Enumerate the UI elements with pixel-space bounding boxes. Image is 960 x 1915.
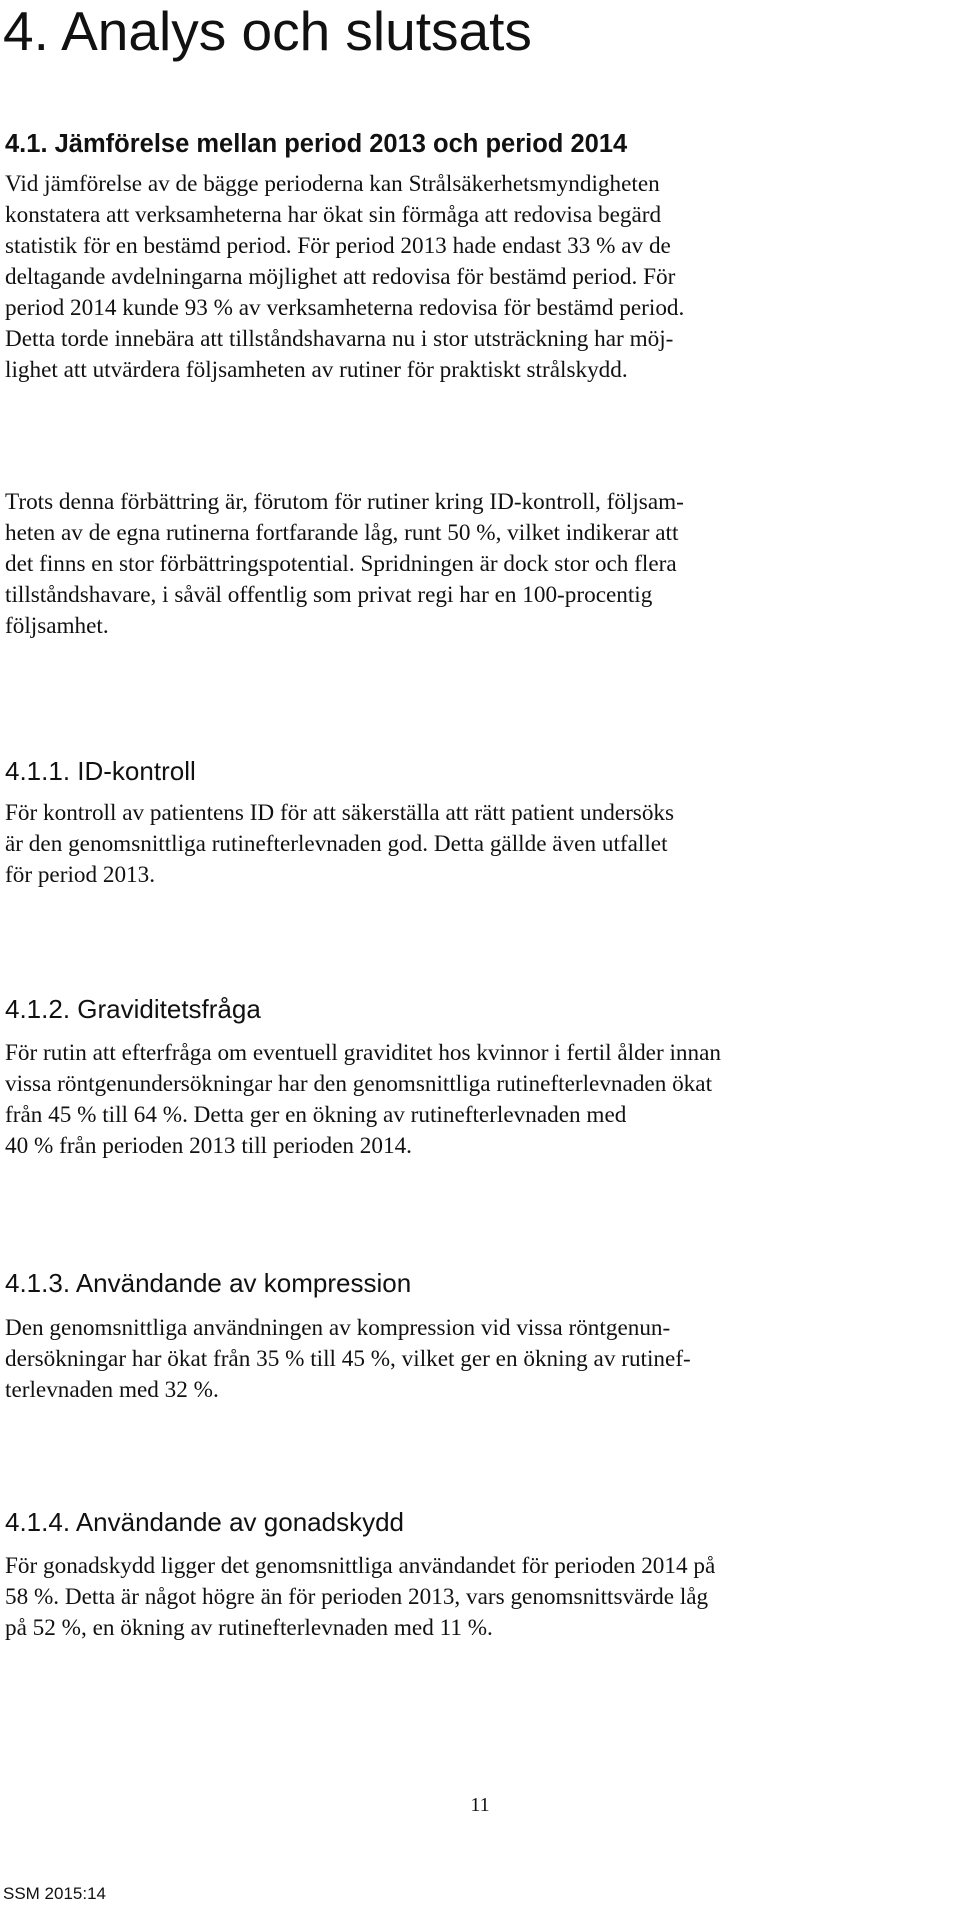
section-heading-4-1-1: 4.1.1. ID-kontroll (5, 756, 196, 786)
section-heading-4-1-4: 4.1.4. Användande av gonadskydd (5, 1507, 404, 1537)
text-line: För rutin att efterfråga om eventuell graviditet hos kvinnor i fertil ålder innan (5, 1040, 722, 1066)
text-line: dersökningar har ökat från 35 % till 45 %, vilket ger en ökning av rutinef- (5, 1346, 691, 1372)
chapter-title: 4. Analys och slutsats (3, 0, 532, 62)
text-line: För kontroll av patientens ID för att säkerställa att rätt patient undersöks (5, 800, 675, 826)
text-line: heten av de egna rutinerna fortfarande låg, runt 50 %, vilket indikerar att (5, 520, 679, 546)
text-line: det finns en stor förbättringspotential. Spridningen är dock stor och flera (5, 551, 677, 577)
text-line: Den genomsnittliga användningen av kompression vid vissa röntgenun- (5, 1315, 671, 1341)
text-line: följsamhet. (5, 613, 109, 639)
text-line: på 52 %, en ökning av rutinefterlevnaden med 11 %. (5, 1615, 493, 1641)
text-line: konstatera att verksamheterna har ökat sin förmåga att redovisa begärd (5, 202, 662, 228)
text-line: från 45 % till 64 %. Detta ger en ökning av rutinefterlevnaden med (5, 1102, 627, 1128)
text-line: Trots denna förbättring är, förutom för rutiner kring ID-kontroll, följsam- (5, 489, 684, 515)
section-heading-4-1-3: 4.1.3. Användande av kompression (5, 1268, 412, 1298)
text-line: period 2014 kunde 93 % av verksamheterna redovisa för bestämd period. (5, 295, 685, 321)
paragraph-4-1-4 (5, 1551, 715, 1644)
text-line: lighet att utvärdera följsamheten av rutiner för praktiskt strålskydd. (5, 357, 628, 383)
text-line: för period 2013. (5, 862, 156, 888)
paragraph-4-1-b (5, 487, 684, 642)
text-line: deltagande avdelningarna möjlighet att redovisa för bestämd period. För (5, 264, 676, 290)
paragraph-4-1-3 (5, 1313, 691, 1406)
paragraph-4-1-1 (5, 798, 674, 891)
section-heading-4-1-2: 4.1.2. Graviditetsfråga (5, 994, 261, 1024)
text-line: är den genomsnittliga rutinefterlevnaden god. Detta gällde även utfallet (5, 831, 668, 857)
paragraph-4-1-2 (5, 1038, 721, 1162)
footer-label: SSM 2015:14 (3, 1884, 107, 1903)
text-line: terlevnaden med 32 %. (5, 1377, 219, 1403)
text-line: För gonadskydd ligger det genomsnittliga användandet för perioden 2014 på (5, 1553, 716, 1579)
section-heading-4-1: 4.1. Jämförelse mellan period 2013 och period 2014 (5, 130, 628, 158)
paragraph-4-1-a (5, 169, 684, 386)
text-line: statistik för en bestämd period. För period 2013 hade endast 33 % av de (5, 233, 671, 259)
page-number: 11 (470, 1794, 490, 1816)
text-line: 40 % från perioden 2013 till perioden 2014. (5, 1133, 412, 1159)
text-line: Detta torde innebära att tillståndshavarna nu i stor utsträckning har möj- (5, 326, 674, 352)
text-line: vissa röntgenundersökningar har den genomsnittliga rutinefterlevnaden ökat (5, 1071, 713, 1097)
text-line: Vid jämförelse av de bägge perioderna kan Strålsäkerhetsmyndigheten (5, 171, 660, 197)
text-line: 58 %. Detta är något högre än för perioden 2013, vars genomsnittsvärde låg (5, 1584, 709, 1610)
text-line: tillståndshavare, i såväl offentlig som privat regi har en 100-procentig (5, 582, 653, 608)
